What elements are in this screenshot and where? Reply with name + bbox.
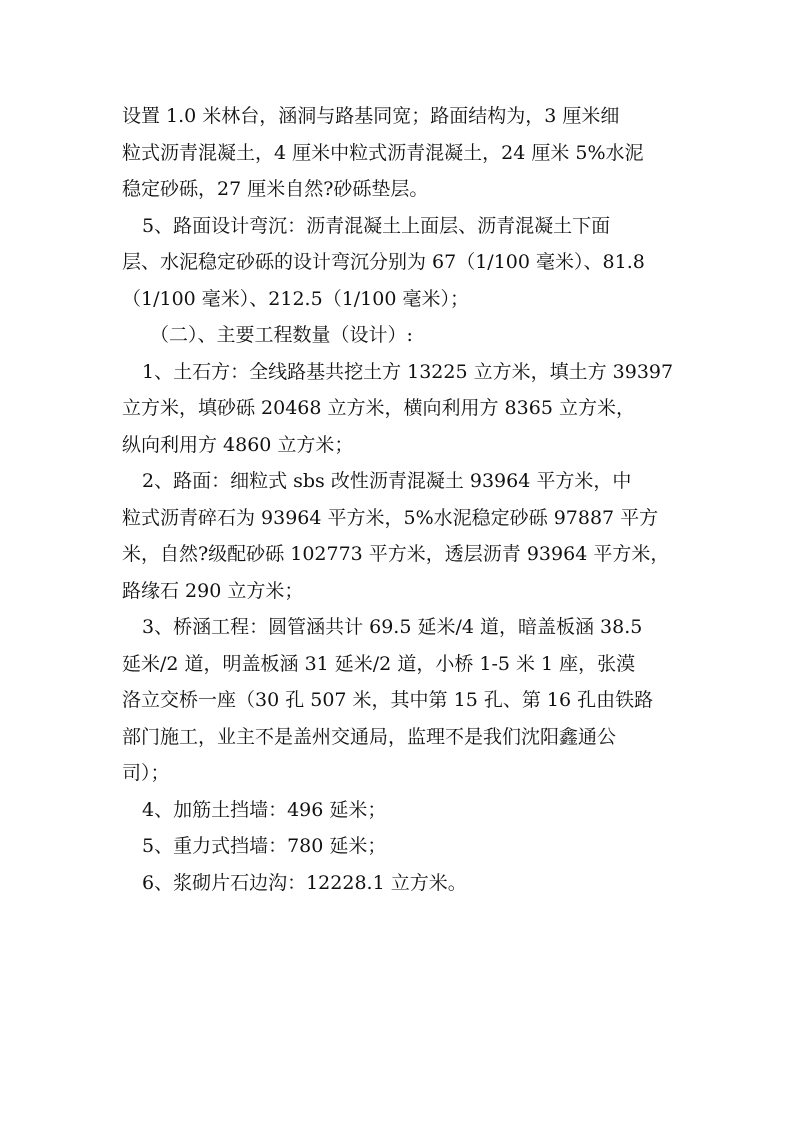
text-line: 稳定砂砾，27 厘米自然?砂砾垫层。 xyxy=(122,178,429,200)
text-line: （1/100 毫米）、212.5（1/100 毫米）； xyxy=(122,287,469,310)
document-body xyxy=(122,98,682,901)
text-line: 5、重力式挡墙：780 延米； xyxy=(142,835,387,857)
text-line: 6、浆砌片石边沟：12228.1 立方米。 xyxy=(142,871,467,894)
text-line: 粒式沥青混凝土，4 厘米中粒式沥青混凝土，24 厘米 5%水泥 xyxy=(122,141,644,164)
text-line: 司）； xyxy=(122,762,170,784)
text-line: 层、水泥稳定砂砾的设计弯沉分别为 67（1/100 毫米）、81.8 xyxy=(122,251,645,273)
text-line: 设置 1.0 米林台，涵洞与路基同宽；路面结构为，3 厘米细 xyxy=(122,105,620,127)
text-line: 洛立交桥一座（30 孔 507 米，其中第 15 孔、第 16 孔由铁路 xyxy=(122,689,654,711)
text-line: 4、加筋土挡墙：496 延米； xyxy=(142,798,387,821)
text-line: 路缘石 290 立方米； xyxy=(122,579,304,602)
section-heading: （二）、主要工程数量（设计）: xyxy=(150,324,413,346)
text-line: 纵向利用方 4860 立方米； xyxy=(122,433,354,456)
text-line: 粒式沥青碎石为 93964 平方米，5%水泥稳定砂砾 97887 平方 xyxy=(122,506,659,529)
text-line: 1、土石方：全线路基共挖土方 13225 立方米，填土方 39397 xyxy=(142,360,674,383)
text-line: 3、桥涵工程：圆管涵共计 69.5 延米/4 道，暗盖板涵 38.5 xyxy=(142,616,643,638)
text-line: 部门施工，业主不是盖州交通局，监理不是我们沈阳鑫通公 xyxy=(122,725,617,748)
text-line: 5、路面设计弯沉：沥青混凝土上面层、沥青混凝土下面 xyxy=(142,214,611,237)
text-line: 米，自然?级配砂砾 102773 平方米，透层沥青 93964 平方米， xyxy=(122,543,670,565)
text-line: 延米/2 道，明盖板涵 31 延米/2 道，小桥 1-5 米 1 座，张漠 xyxy=(122,652,636,675)
text-line: 立方米，填砂砾 20468 立方米，横向利用方 8365 立方米， xyxy=(122,397,635,419)
text-line: 2、路面：细粒式 sbs 改性沥青混凝土 93964 平方米，中 xyxy=(142,470,632,492)
